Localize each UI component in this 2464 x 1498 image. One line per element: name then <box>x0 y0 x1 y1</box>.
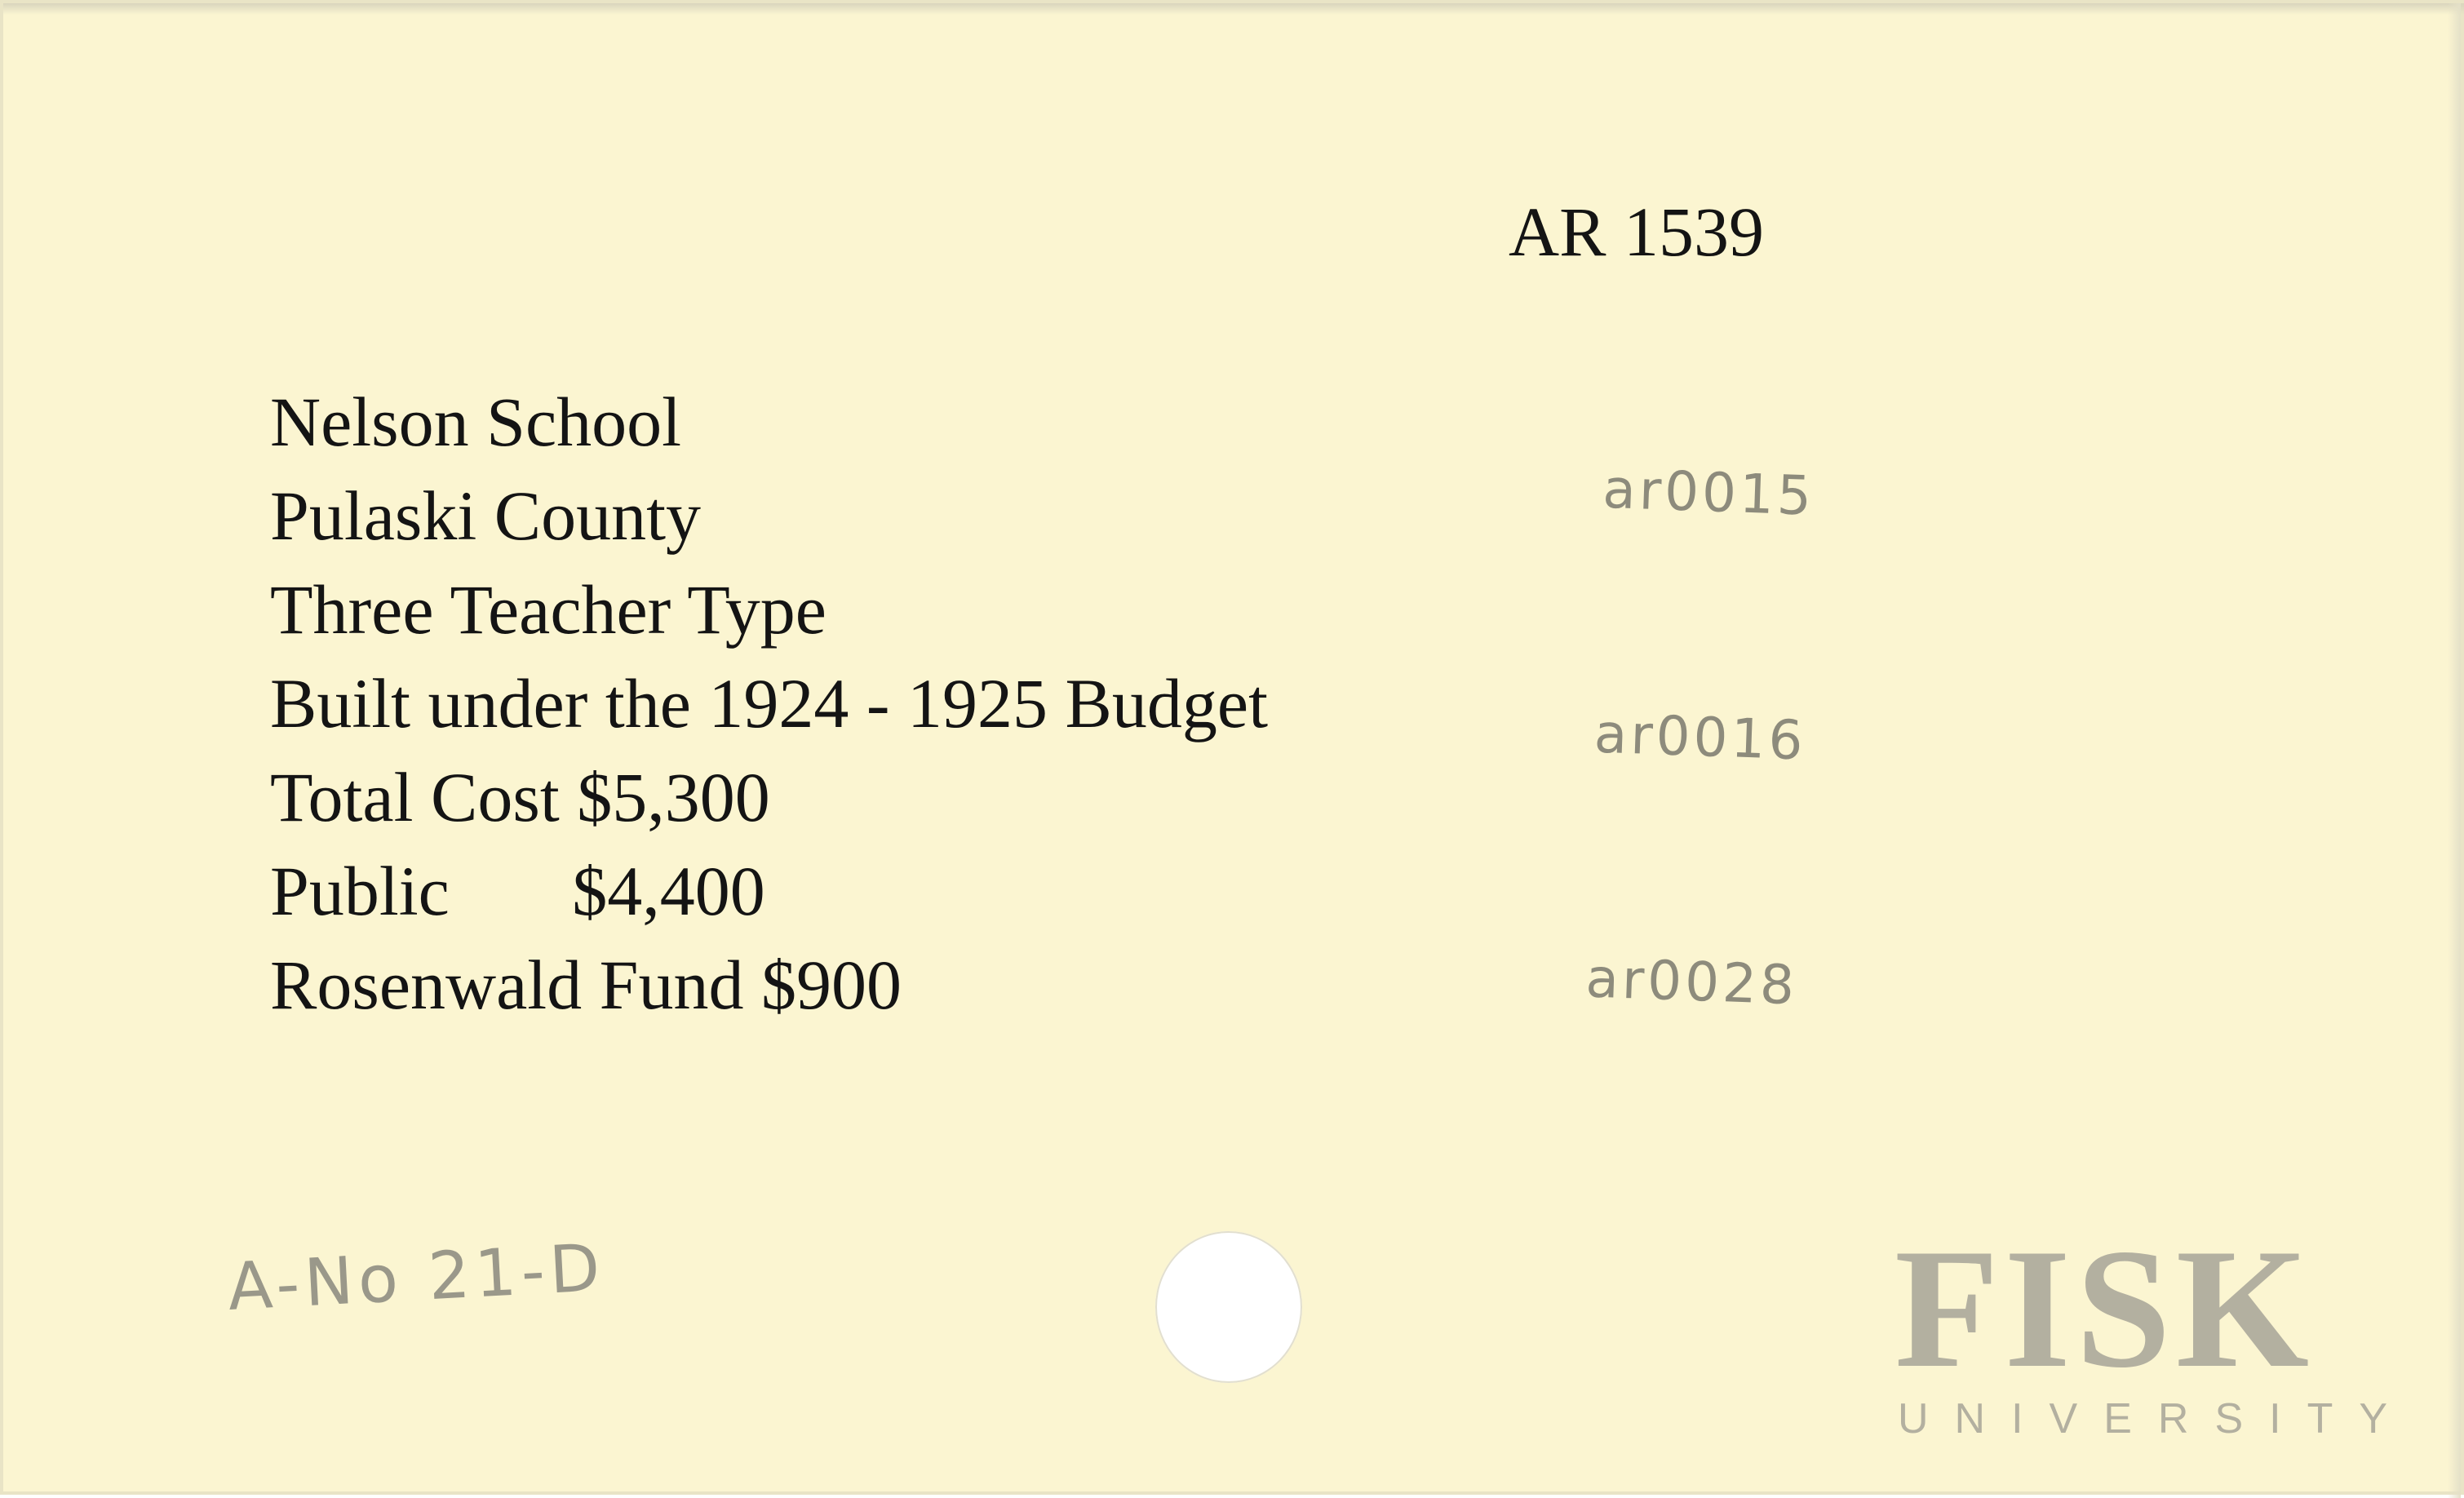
logo-wordmark: FISK <box>1895 1214 2315 1403</box>
handwritten-annotation: A-No 21-D <box>225 1229 607 1326</box>
public-funding: Public $4,400 <box>270 852 765 930</box>
handwritten-codes <box>1579 286 1822 1190</box>
card-edge-shadow <box>3 3 2464 15</box>
handwritten-code: ar0028 <box>1584 946 1799 1017</box>
county: Pulaski County <box>270 476 702 555</box>
school-info <box>270 375 1268 1032</box>
card-edge-shadow-right <box>2448 3 2461 1498</box>
handwritten-code: ar0015 <box>1602 457 1816 528</box>
rosenwald-funding: Rosenwald Fund $900 <box>270 946 902 1024</box>
school-type: Three Teacher Type <box>270 570 827 649</box>
total-cost: Total Cost $5,300 <box>270 758 770 836</box>
school-name: Nelson School <box>270 383 682 461</box>
logo-subtitle: UNIVERSITY <box>1898 1395 2414 1443</box>
handwritten-code: ar0016 <box>1593 702 1807 773</box>
budget-year: Built under the 1924 - 1925 Budget <box>270 664 1268 742</box>
ar-number: AR 1539 <box>1509 193 1764 271</box>
punch-hole <box>1155 1231 1302 1383</box>
fisk-university-logo <box>1895 1214 2417 1447</box>
